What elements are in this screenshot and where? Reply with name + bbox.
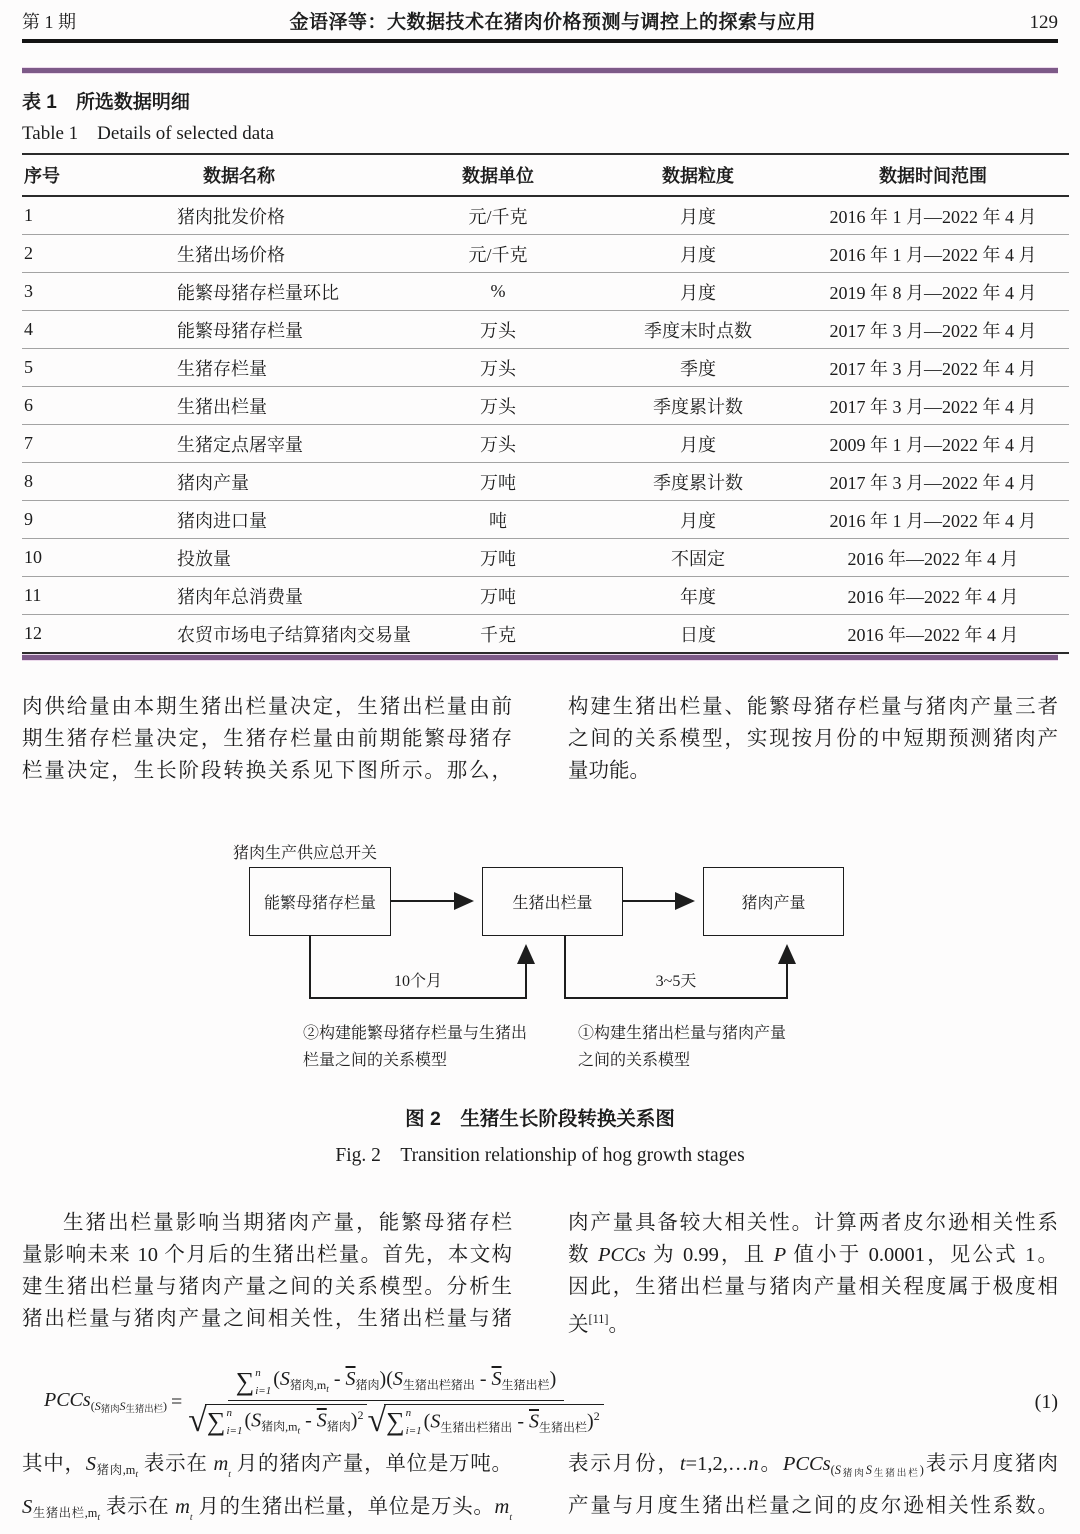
table-cell: 1 — [22, 196, 81, 235]
table-cell: 元/千克 — [397, 196, 599, 235]
table-cell: 吨 — [397, 501, 599, 539]
table-row — [22, 349, 1069, 387]
text-segment: ) — [587, 1410, 594, 1433]
text-segment: 猪肉,m — [289, 1378, 327, 1393]
body-text-line — [568, 1239, 1058, 1271]
table-row — [22, 539, 1069, 577]
text-segment: t — [189, 1511, 193, 1523]
equals-sign: = — [170, 1390, 183, 1413]
table-row — [22, 196, 1069, 235]
table-cell: % — [397, 273, 599, 311]
radical-sign: √ — [188, 1401, 207, 1439]
text-segment: t — [297, 1426, 301, 1437]
supply-switch-label: 猪肉生产供应总开关 — [233, 845, 378, 862]
table-cell: 生猪定点屠宰量 — [81, 425, 397, 463]
text-segment: $\overline{S}$ — [345, 1368, 356, 1391]
text-segment: $\overline{S}$ — [491, 1368, 502, 1391]
text-segment: ( — [244, 1409, 252, 1432]
sum-lower-limit: i=1 — [226, 1424, 243, 1437]
text-segment: 表示月份， — [568, 1452, 680, 1475]
text-segment: - — [474, 1368, 492, 1391]
table-cell: 猪肉年总消费量 — [81, 577, 397, 615]
table-cell: 2016 年 1 月—2022 年 4 月 — [797, 196, 1069, 235]
table-body — [22, 196, 1069, 653]
table-cell: 月度 — [599, 501, 797, 539]
text-segment: )( — [379, 1368, 393, 1391]
table-cell: 2009 年 1 月—2022 年 4 月 — [797, 425, 1069, 463]
table-row — [22, 311, 1069, 349]
text-segment: t — [679, 1452, 686, 1475]
text-segment: S — [430, 1410, 441, 1433]
table-cell: 8 — [22, 463, 81, 501]
body-text-line: 建生猪出栏量与猪肉产量之间的关系模型。分析生 — [22, 1276, 512, 1298]
body-paragraph-2 — [22, 1207, 1058, 1341]
text-segment: 关 — [568, 1313, 589, 1336]
text-segment: - — [328, 1368, 346, 1391]
table-cell: 2019 年 8 月—2022 年 4 月 — [797, 273, 1069, 311]
text-segment: PCCs — [782, 1452, 831, 1475]
left-column — [22, 691, 512, 787]
text-segment: 月的生猪出栏量，单位是万头。 — [192, 1495, 495, 1518]
sum-glyph: ∑ — [206, 1406, 226, 1436]
body-text-line — [568, 1303, 1058, 1341]
table-cell: 不固定 — [599, 539, 797, 577]
summation-symbol — [236, 1367, 272, 1397]
text-segment: 生猪出栏,m — [32, 1505, 98, 1520]
table-row — [22, 425, 1069, 463]
text-segment: S — [251, 1409, 262, 1432]
table-row — [22, 463, 1069, 501]
table-cell: 万头 — [397, 425, 599, 463]
fraction-denominator — [188, 1401, 603, 1438]
text-segment: ) — [350, 1409, 358, 1432]
text-segment: - — [300, 1409, 317, 1432]
text-segment: m — [213, 1452, 229, 1475]
sum-limits — [226, 1407, 242, 1437]
table-cell: 万吨 — [397, 539, 599, 577]
body-text-line: 量影响未来 10 个月后的生猪出栏量。首先，本文构 — [22, 1244, 512, 1266]
sum-lower-limit: i=1 — [405, 1424, 422, 1437]
table-cell: 季度末时点数 — [599, 311, 797, 349]
text-segment: 生猪出栏 — [539, 1420, 588, 1435]
table-cell: 9 — [22, 501, 81, 539]
text-segment: S — [834, 1462, 841, 1477]
table-cell: 能繁母猪存栏量环比 — [81, 273, 397, 311]
table-cell: 万头 — [397, 387, 599, 425]
text-segment: S — [22, 1495, 33, 1518]
annotation-model-2 — [303, 1020, 527, 1074]
text-segment: 生猪出栏猪出 — [402, 1378, 475, 1393]
table-cell: 元/千克 — [397, 235, 599, 273]
table-cell: 农贸市场电子结算猪肉交易量 — [81, 615, 397, 654]
text-segment: 猪肉 — [326, 1419, 351, 1434]
numerator-terms — [273, 1368, 556, 1395]
text-segment: S — [85, 1452, 96, 1475]
text-segment: 猪肉 — [840, 1467, 866, 1479]
table-cell: 月度 — [599, 425, 797, 463]
text-segment: S — [865, 1462, 872, 1477]
fraction — [188, 1367, 603, 1438]
radical-body — [205, 1404, 368, 1437]
text-segment: 生猪出栏 — [871, 1467, 920, 1479]
table-cell: 2017 年 3 月—2022 年 4 月 — [797, 463, 1069, 501]
right-column — [568, 1448, 1058, 1534]
table-cell: 2016 年—2022 年 4 月 — [797, 577, 1069, 615]
table-cell: 日度 — [599, 615, 797, 654]
body-text-line: 肉产量具备较大相关性。计算两者皮尔逊相关性系 — [568, 1212, 1058, 1234]
table-cell: 猪肉产量 — [81, 463, 397, 501]
header-rule — [22, 39, 1058, 43]
flow-box-pork-output: 猪肉产量 — [703, 867, 844, 936]
text-segment: 生猪出栏猪出 — [440, 1420, 513, 1435]
body-text-line: 栏量决定，生长阶段转换关系见下图所示。那么， — [22, 760, 512, 782]
text-segment: 表示月度猪肉 — [923, 1452, 1059, 1475]
annotation-line: ②构建能繁母猪存栏量与生猪出 — [303, 1025, 528, 1042]
text-segment: m — [494, 1495, 510, 1518]
table-row — [22, 577, 1069, 615]
text-segment: $\overline{S}$ — [529, 1410, 539, 1433]
figure-caption-en: Fig. 2 Transition relationship of hog growth stages — [335, 1145, 745, 1166]
equation-body — [44, 1367, 604, 1438]
summation-symbol — [207, 1407, 243, 1437]
journal-issue: 第 1 期 — [22, 12, 76, 32]
table-cell: 2017 年 3 月—2022 年 4 月 — [797, 387, 1069, 425]
table-cell: 2016 年—2022 年 4 月 — [797, 615, 1069, 654]
radical-sign: √ — [367, 1401, 387, 1439]
denominator-terms — [424, 1409, 600, 1436]
text-segment: m — [175, 1495, 190, 1518]
text-segment: ) — [919, 1462, 924, 1477]
sum-limits — [255, 1367, 271, 1397]
text-segment: 产量与月度生猪出栏量之间的皮尔逊相关性系数。 — [568, 1494, 1058, 1517]
text-segment: t — [509, 1511, 513, 1523]
annotation-line: ①构建生猪出栏量与猪肉产量 — [578, 1025, 787, 1042]
sum-upper-limit: n — [255, 1366, 261, 1379]
text-segment: 表示在 — [100, 1495, 176, 1518]
figure-2-diagram — [22, 834, 1058, 1089]
text-segment: t — [326, 1385, 329, 1396]
body-text-line — [568, 1448, 1058, 1490]
figure-caption-cn: 图 2 生猪生长阶段转换关系图 — [405, 1108, 675, 1130]
annotation-line: 栏量之间的关系模型 — [303, 1052, 448, 1069]
column-header-unit: 数据单位 — [397, 154, 599, 196]
sum-limits — [406, 1407, 422, 1437]
sum-glyph: ∑ — [235, 1366, 255, 1396]
table-cell: 万吨 — [397, 463, 599, 501]
text-segment: ( — [830, 1462, 835, 1477]
text-segment: ) — [549, 1368, 557, 1391]
equation-number: (1) — [1034, 1390, 1058, 1413]
column-header-range: 数据时间范围 — [797, 154, 1069, 196]
text-segment: t — [228, 1468, 231, 1480]
body-text-line: 之间的关系模型，实现按月份的中短期预测猪肉产 — [568, 728, 1058, 750]
table-cell: 年度 — [599, 577, 797, 615]
table-bottom-rule — [22, 654, 1058, 661]
text-segment: 月的猪肉产量，单位是万吨。 — [230, 1452, 513, 1475]
table-cell: 2016 年 1 月—2022 年 4 月 — [797, 235, 1069, 273]
table-cell: 2016 年—2022 年 4 月 — [797, 539, 1069, 577]
right-column — [568, 1207, 1058, 1341]
table-cell: 季度 — [599, 349, 797, 387]
text-segment: [11] — [588, 1312, 609, 1326]
text-segment: n — [748, 1452, 759, 1475]
table-cell: 千克 — [397, 615, 599, 654]
table-cell: 月度 — [599, 235, 797, 273]
text-segment: 值小于 0.0001，见公式 1。 — [786, 1244, 1059, 1266]
right-column — [568, 691, 1058, 787]
table-cell: 能繁母猪存栏量 — [81, 311, 397, 349]
table-top-rule — [22, 67, 1058, 74]
running-head — [22, 0, 1058, 34]
table-row — [22, 615, 1069, 654]
text-segment: 。 — [758, 1452, 783, 1475]
text-segment: 猪肉 — [355, 1378, 380, 1393]
text-segment: S — [279, 1368, 290, 1391]
summation-symbol — [386, 1407, 422, 1437]
flow-box-sow-inventory: 能繁母猪存栏量 — [249, 867, 391, 936]
equation-lhs — [44, 1389, 167, 1415]
text-segment: t — [135, 1468, 139, 1480]
table-cell: 月度 — [599, 273, 797, 311]
text-segment: t — [97, 1511, 101, 1523]
table-cell: 5 — [22, 349, 81, 387]
table-cell: 10 — [22, 539, 81, 577]
text-segment: 。 — [608, 1313, 630, 1336]
text-segment: ( — [273, 1368, 280, 1391]
text-segment: 表示在 — [138, 1452, 214, 1475]
flow-box-hog-slaughter: 生猪出栏量 — [482, 867, 623, 936]
text-segment: ( — [423, 1410, 431, 1433]
body-text-line: 期生猪存栏量决定，生猪存栏量由前期能繁母猪存 — [22, 728, 512, 750]
text-segment: - — [512, 1410, 529, 1433]
table-cell: 季度累计数 — [599, 463, 797, 501]
table-cell: 万吨 — [397, 577, 599, 615]
sum-upper-limit: n — [226, 1406, 232, 1419]
table-caption-cn: 表 1 所选数据明细 — [22, 92, 190, 113]
column-header-granularity: 数据粒度 — [599, 154, 797, 196]
table-cell: 2016 年 1 月—2022 年 4 月 — [797, 501, 1069, 539]
body-text-line: 构建生猪出栏量、能繁母猪存栏量与猪肉产量三者 — [568, 696, 1058, 718]
annotation-line: 之间的关系模型 — [578, 1052, 691, 1069]
table-cell: 11 — [22, 577, 81, 615]
text-segment: PCCs — [44, 1389, 91, 1412]
column-header-name: 数据名称 — [81, 154, 397, 196]
table-row — [22, 501, 1069, 539]
left-column — [22, 1448, 512, 1534]
duration-label-10-months: 10个月 — [393, 973, 442, 990]
sum-upper-limit: n — [405, 1406, 412, 1419]
text-segment: ( — [90, 1399, 95, 1414]
body-text-line — [22, 1448, 512, 1491]
body-text-line: 因此，生猪出栏量与猪肉产量相关程度属于极度相 — [568, 1276, 1058, 1298]
text-segment: 数 — [568, 1244, 598, 1266]
table-cell: 2 — [22, 235, 81, 273]
text-segment: 其中， — [22, 1452, 86, 1475]
table-cell: 3 — [22, 273, 81, 311]
table-row — [22, 273, 1069, 311]
text-segment: 生猪出栏 — [501, 1378, 550, 1393]
annotation-model-1 — [578, 1020, 786, 1074]
text-segment: P — [773, 1244, 787, 1266]
page-number: 129 — [1029, 12, 1058, 33]
denominator-terms — [244, 1408, 363, 1437]
body-text-line: 肉供给量由本期生猪出栏量决定，生猪出栏量由前 — [22, 696, 512, 718]
table-cell: 季度累计数 — [599, 387, 797, 425]
table-cell: 12 — [22, 615, 81, 654]
table-cell: 投放量 — [81, 539, 397, 577]
fraction-numerator — [228, 1367, 565, 1401]
radical-body — [384, 1404, 604, 1437]
table-cell: 生猪存栏量 — [81, 349, 397, 387]
table-caption-en: Table 1 Details of selected data — [22, 123, 274, 144]
text-segment: PCCs — [597, 1244, 646, 1266]
body-text-line: 猪出栏量与猪肉产量之间相关性，生猪出栏量与猪 — [22, 1308, 512, 1330]
text-segment: 为 0.99，且 — [645, 1244, 774, 1266]
text-segment: 生猪出栏 — [125, 1405, 163, 1416]
equation-1 — [0, 1367, 1080, 1438]
body-text-line — [22, 1491, 512, 1534]
table-cell: 7 — [22, 425, 81, 463]
table-cell: 猪肉进口量 — [81, 501, 397, 539]
table-cell: 2017 年 3 月—2022 年 4 月 — [797, 311, 1069, 349]
sum-lower-limit: i=1 — [255, 1384, 272, 1397]
text-segment: S — [94, 1399, 101, 1414]
table-row — [22, 235, 1069, 273]
running-title: 金语泽等：大数据技术在猪肉价格预测与调控上的探索与应用 — [289, 12, 816, 33]
left-column — [22, 1207, 512, 1341]
text-segment: S — [392, 1368, 403, 1391]
where-clause-paragraph — [22, 1448, 1058, 1534]
text-segment: 2 — [593, 1408, 600, 1423]
table-cell: 猪肉批发价格 — [81, 196, 397, 235]
table-header — [22, 154, 1069, 196]
table-cell: 6 — [22, 387, 81, 425]
column-header-index: 序号 — [22, 154, 81, 196]
data-table — [22, 153, 1069, 654]
table-cell: 2017 年 3 月—2022 年 4 月 — [797, 349, 1069, 387]
body-paragraph-1 — [22, 691, 1058, 787]
table-cell: 生猪出栏量 — [81, 387, 397, 425]
table-row — [22, 387, 1069, 425]
table-header-row — [22, 154, 1069, 196]
text-segment: 2 — [357, 1407, 364, 1422]
text-segment: S — [119, 1399, 126, 1414]
duration-label-3-5-days: 3~5天 — [655, 973, 697, 990]
table-cell: 万头 — [397, 349, 599, 387]
text-segment: 猪肉,m — [95, 1462, 136, 1477]
table-cell: 万头 — [397, 311, 599, 349]
body-text-line — [568, 1490, 1058, 1522]
text-segment: 猪肉 — [100, 1405, 120, 1416]
body-text-line: 生猪出栏量影响当期猪肉产量，能繁母猪存栏 — [63, 1212, 512, 1234]
body-text-line: 量功能。 — [568, 760, 650, 782]
table-cell: 4 — [22, 311, 81, 349]
table-cell: 月度 — [599, 196, 797, 235]
text-segment: ) — [162, 1399, 167, 1414]
sum-glyph: ∑ — [386, 1406, 405, 1436]
text-segment: =1,2,… — [685, 1452, 749, 1475]
text-segment: 猪肉,m — [261, 1419, 298, 1434]
table-cell: 生猪出场价格 — [81, 235, 397, 273]
text-segment: $\overline{S}$ — [316, 1409, 327, 1432]
